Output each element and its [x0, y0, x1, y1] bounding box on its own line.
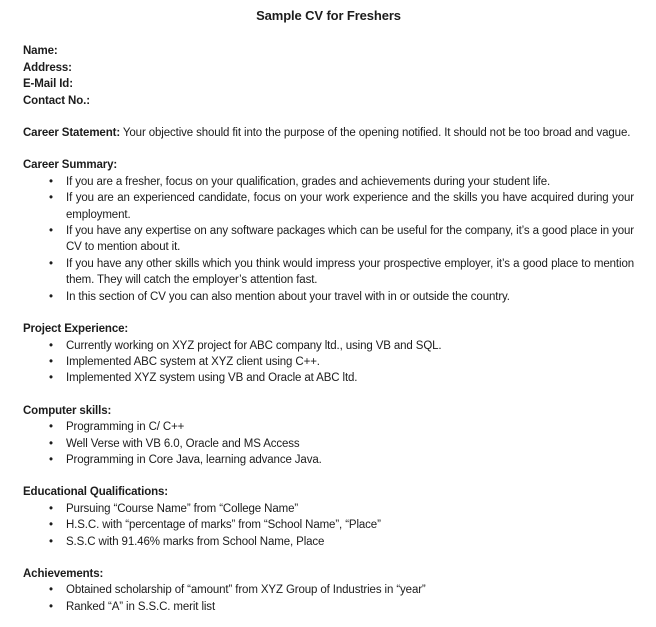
- cv-section: [23, 321, 634, 387]
- cv-section: [23, 157, 634, 305]
- contact-field-label: Address:: [23, 61, 72, 74]
- document-title: Sample CV for Freshers: [256, 8, 401, 23]
- cv-section: [23, 566, 634, 615]
- bullet-item: • Programming in Core Java, learning advance Java.: [66, 452, 634, 468]
- bullet-list: [23, 501, 634, 550]
- contact-block: [23, 43, 634, 109]
- bullet-item: • If you have any other skills which you think would impress your prospective employer, it’s a good place to mention them. They will catch the employer’s attention fast.: [66, 256, 634, 289]
- bullet-item: • Pursuing “Course Name” from “College Name”: [66, 501, 634, 517]
- section-heading: Project Experience:: [23, 323, 129, 336]
- career-statement-text: Your objective should fit into the purpose of the opening notified. It should not be too broad and vague.: [120, 127, 631, 140]
- cv-section: [23, 403, 634, 469]
- sections-container: [23, 157, 634, 615]
- career-statement-paragraph: [23, 125, 634, 141]
- bullet-item: • S.S.C with 91.46% marks from School Name, Place: [66, 534, 634, 550]
- bullet-item: • In this section of CV you can also mention about your travel with in or outside the country.: [66, 289, 634, 305]
- bullet-list: [23, 582, 634, 615]
- bullet-item: • If you have any expertise on any software packages which can be useful for the company, it’s a good place in your CV to mention about it.: [66, 223, 634, 256]
- bullet-list: [23, 338, 634, 387]
- contact-field-label: Contact No.:: [23, 94, 90, 107]
- bullet-list: [23, 174, 634, 305]
- bullet-item: • Implemented XYZ system using VB and Oracle at ABC ltd.: [66, 370, 634, 386]
- bullet-item: • If you are an experienced candidate, focus on your work experience and the skills you have acquired during your employment.: [66, 190, 634, 223]
- bullet-item: • If you are a fresher, focus on your qualification, grades and achievements during your student life.: [66, 174, 634, 190]
- section-heading: Educational Qualifications:: [23, 486, 169, 499]
- section-heading: Career Summary:: [23, 159, 118, 172]
- bullet-item: • Implemented ABC system at XYZ client using C++.: [66, 354, 634, 370]
- career-statement-heading: Career Statement:: [23, 127, 121, 140]
- bullet-list: [23, 419, 634, 468]
- cv-section: [23, 484, 634, 550]
- bullet-item: • Obtained scholarship of “amount” from XYZ Group of Industries in “year”: [66, 582, 634, 598]
- bullet-item: • Programming in C/ C++: [66, 419, 634, 435]
- bullet-item: • Well Verse with VB 6.0, Oracle and MS Access: [66, 436, 634, 452]
- section-heading: Achievements:: [23, 567, 104, 580]
- contact-field-label: Name:: [23, 45, 58, 58]
- bullet-item: • Ranked “A” in S.S.C. merit list: [66, 599, 634, 615]
- contact-field-label: E-Mail Id:: [23, 78, 73, 91]
- bullet-item: • Currently working on XYZ project for ABC company ltd., using VB and SQL.: [66, 338, 634, 354]
- section-heading: Computer skills:: [23, 404, 112, 417]
- bullet-item: • H.S.C. with “percentage of marks” from “School Name”, “Place”: [66, 517, 634, 533]
